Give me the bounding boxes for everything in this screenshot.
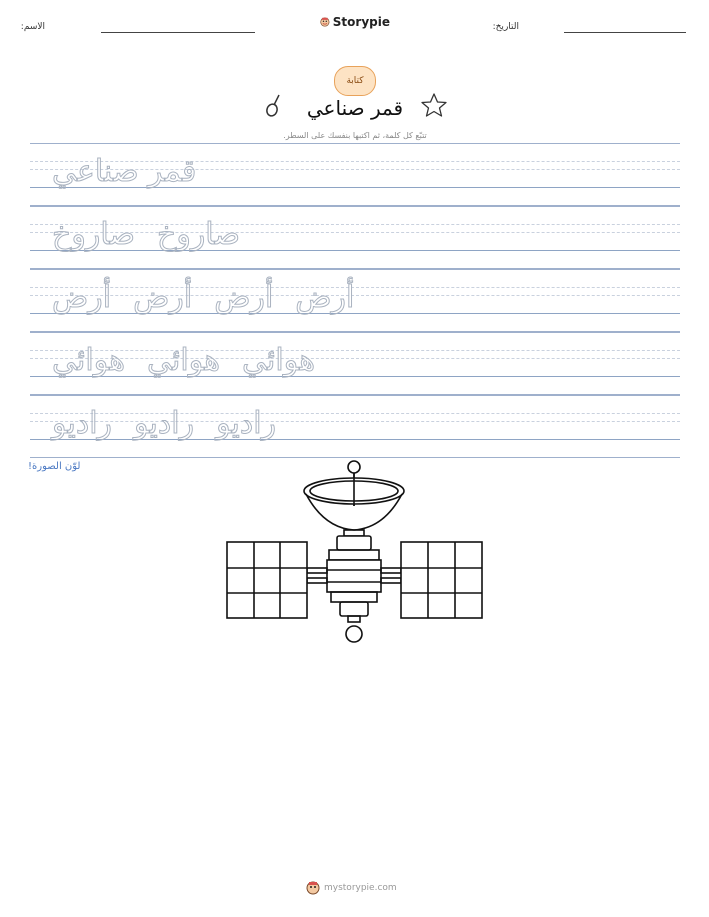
- page-title: قمر صناعي: [306, 96, 404, 120]
- trace-word: هوائي: [52, 343, 126, 378]
- satellite-illustration[interactable]: [224, 458, 486, 646]
- trace-words: [30, 407, 680, 441]
- guide-line: [30, 206, 680, 207]
- tracing-row[interactable]: [30, 269, 680, 332]
- trace-word: هوائي: [242, 343, 316, 378]
- date-line[interactable]: [564, 32, 686, 33]
- name-label: الاسم:: [20, 22, 45, 32]
- star-icon: [420, 92, 448, 118]
- storypie-logo-icon: [306, 881, 320, 895]
- trace-word: صاروخ: [52, 217, 135, 252]
- trace-words: [30, 281, 680, 315]
- trace-word: أرض: [133, 280, 193, 315]
- category-badge: كتابة: [334, 66, 376, 96]
- color-prompt: لوّن الصورة!: [28, 461, 81, 472]
- brand-name: Storypie: [332, 15, 390, 29]
- tracing-row[interactable]: [30, 332, 680, 395]
- spoon-icon: [264, 92, 286, 118]
- trace-words: [30, 344, 680, 378]
- trace-word: قمر صناعي: [52, 154, 197, 189]
- trace-word: راديو: [216, 406, 277, 441]
- name-line[interactable]: [101, 32, 255, 33]
- guide-line: [30, 269, 680, 270]
- trace-word: راديو: [134, 406, 195, 441]
- trace-word: هوائي: [147, 343, 221, 378]
- trace-word: أرض: [295, 280, 355, 315]
- tracing-row[interactable]: [30, 143, 680, 206]
- footer: [306, 880, 416, 896]
- trace-word: صاروخ: [156, 217, 240, 252]
- trace-words: [30, 218, 680, 252]
- date-label: التاريخ:: [492, 22, 519, 32]
- trace-words: [30, 155, 680, 189]
- storypie-logo-icon: [320, 15, 330, 29]
- trace-word: راديو: [52, 406, 113, 441]
- guide-line: [30, 395, 680, 396]
- tracing-row[interactable]: [30, 206, 680, 269]
- tracing-row[interactable]: [30, 395, 680, 458]
- guide-line: [30, 143, 680, 144]
- trace-word: أرض: [52, 280, 112, 315]
- trace-word: أرض: [214, 280, 274, 315]
- guide-line: [30, 332, 680, 333]
- brand: [320, 12, 390, 32]
- instructions: تتبّع كل كلمة، ثم اكتبها بنفسك على السطر.: [283, 131, 427, 140]
- footer-url: mystorypie.com: [324, 883, 397, 893]
